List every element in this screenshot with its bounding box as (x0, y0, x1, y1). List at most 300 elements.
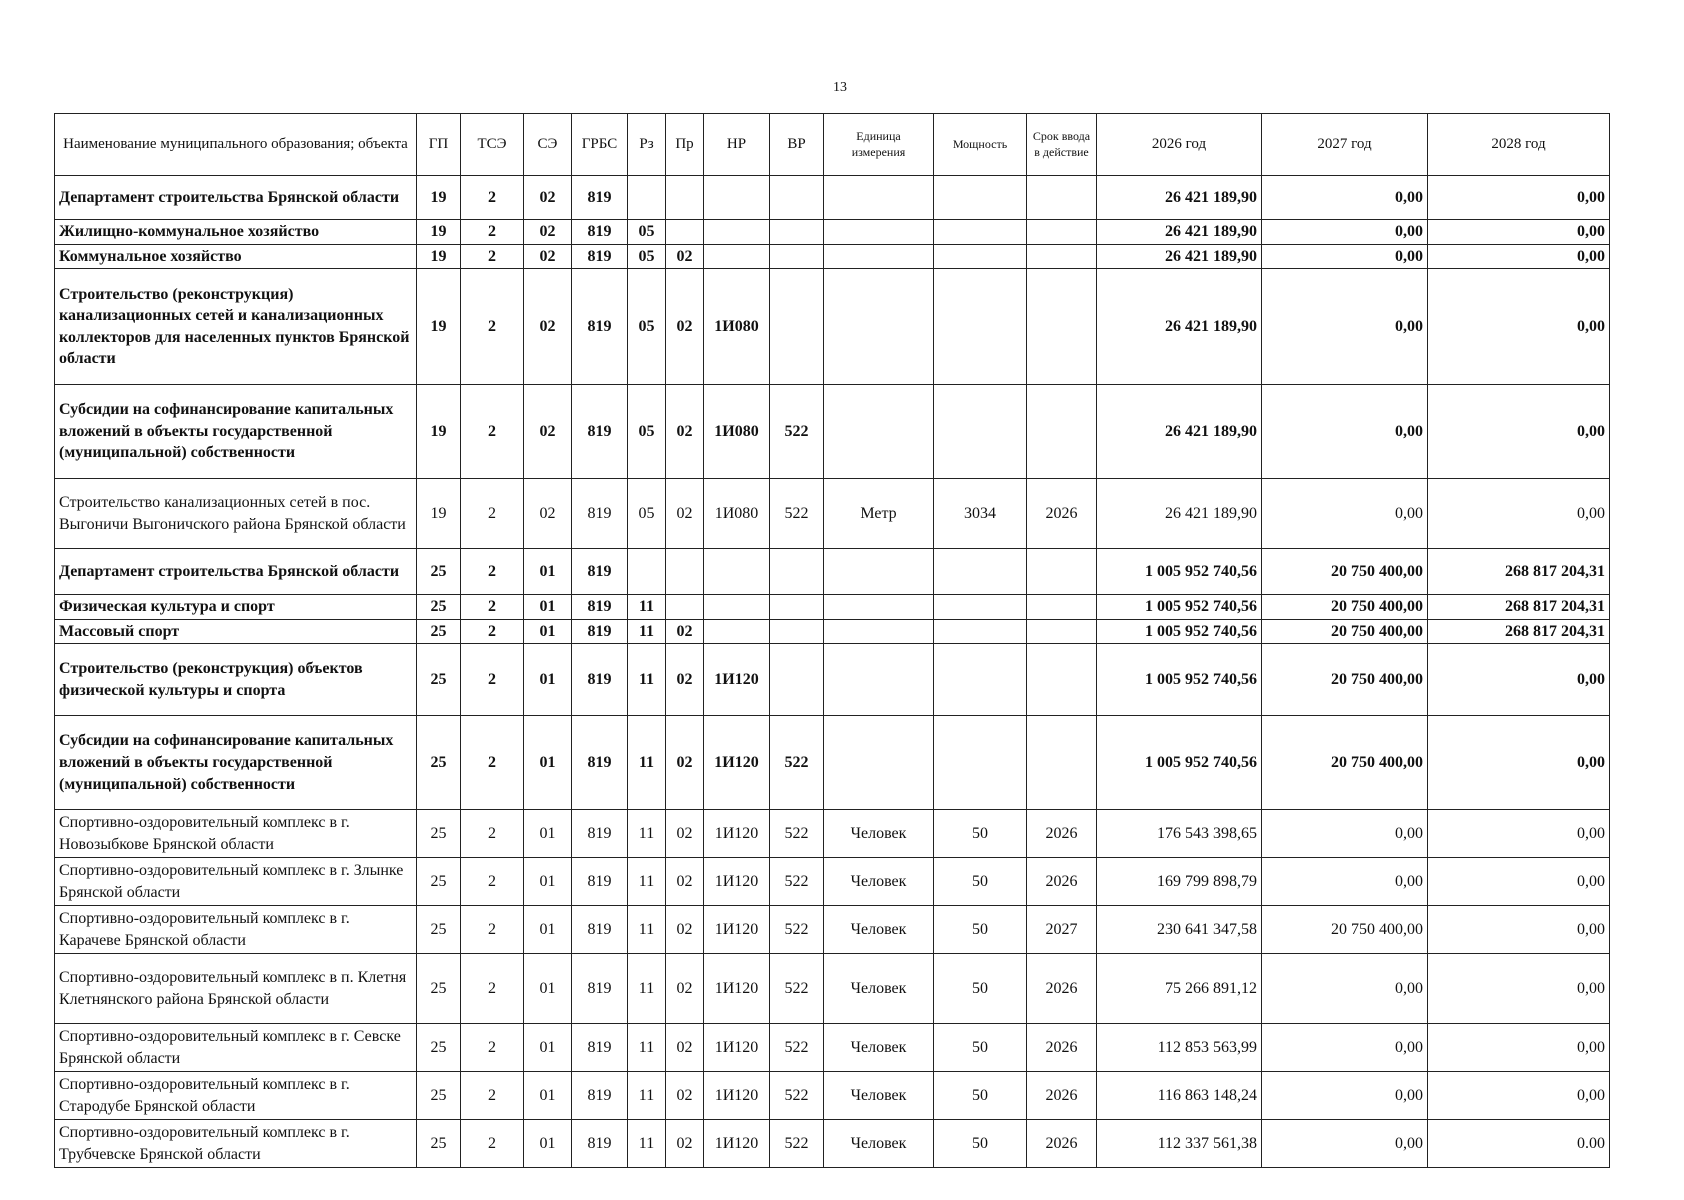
tse-cell: 2 (461, 906, 524, 954)
vr-cell (770, 549, 824, 595)
gp-cell: 19 (417, 244, 461, 269)
table-row (55, 1120, 1610, 1168)
amount-2027-cell: 0,00 (1262, 954, 1428, 1024)
gp-cell: 25 (417, 1024, 461, 1072)
capacity-cell: 50 (934, 810, 1027, 858)
pr-cell: 02 (666, 1024, 704, 1072)
grbs-cell: 819 (572, 244, 628, 269)
amount-2026-cell: 1 005 952 740,56 (1097, 644, 1262, 716)
pr-cell: 02 (666, 644, 704, 716)
unit-cell: Человек (824, 954, 934, 1024)
grbs-cell: 819 (572, 619, 628, 644)
grbs-cell: 819 (572, 176, 628, 220)
amount-2026-cell: 26 421 189,90 (1097, 385, 1262, 479)
pr-cell: 02 (666, 858, 704, 906)
commission-year-cell: 2026 (1027, 858, 1097, 906)
object-name: Строительство канализационных сетей в пос. Выгоничи Выгоничского района Брянской области (55, 479, 417, 549)
commission-year-cell (1027, 595, 1097, 620)
object-name: Спортивно-оздоровительный комплекс в г. Стародубе Брянской области (55, 1072, 417, 1120)
nr-cell (704, 595, 770, 620)
grbs-cell: 819 (572, 810, 628, 858)
se-cell: 01 (524, 858, 572, 906)
amount-2028-cell: 0,00 (1428, 858, 1610, 906)
tse-cell: 2 (461, 1072, 524, 1120)
tse-cell: 2 (461, 244, 524, 269)
object-name: Спортивно-оздоровительный комплекс в г. Карачеве Брянской области (55, 906, 417, 954)
commission-year-cell (1027, 619, 1097, 644)
pr-cell: 02 (666, 716, 704, 810)
vr-cell: 522 (770, 1072, 824, 1120)
rz-cell: 05 (628, 220, 666, 245)
grbs-cell: 819 (572, 644, 628, 716)
amount-2027-cell: 0,00 (1262, 810, 1428, 858)
amount-2026-cell: 1 005 952 740,56 (1097, 619, 1262, 644)
amount-2028-cell: 268 817 204,31 (1428, 549, 1610, 595)
column-header: СЭ (524, 114, 572, 176)
gp-cell: 25 (417, 954, 461, 1024)
amount-2028-cell: 0,00 (1428, 954, 1610, 1024)
capacity-cell: 50 (934, 906, 1027, 954)
tse-cell: 2 (461, 385, 524, 479)
capacity-cell (934, 619, 1027, 644)
object-name: Спортивно-оздоровительный комплекс в г. Трубчевске Брянской области (55, 1120, 417, 1168)
column-header: 2026 год (1097, 114, 1262, 176)
nr-cell (704, 244, 770, 269)
grbs-cell: 819 (572, 595, 628, 620)
nr-cell: 1И080 (704, 479, 770, 549)
pr-cell (666, 595, 704, 620)
tse-cell: 2 (461, 644, 524, 716)
unit-cell (824, 385, 934, 479)
capacity-cell (934, 595, 1027, 620)
nr-cell: 1И120 (704, 1120, 770, 1168)
table-row (55, 644, 1610, 716)
gp-cell: 25 (417, 549, 461, 595)
grbs-cell: 819 (572, 549, 628, 595)
amount-2027-cell: 0,00 (1262, 244, 1428, 269)
capacity-cell (934, 644, 1027, 716)
amount-2027-cell: 0,00 (1262, 176, 1428, 220)
gp-cell: 19 (417, 385, 461, 479)
capacity-cell: 50 (934, 1120, 1027, 1168)
nr-cell: 1И120 (704, 1072, 770, 1120)
gp-cell: 19 (417, 269, 461, 385)
gp-cell: 19 (417, 176, 461, 220)
se-cell: 01 (524, 1120, 572, 1168)
vr-cell: 522 (770, 954, 824, 1024)
grbs-cell: 819 (572, 1024, 628, 1072)
rz-cell (628, 176, 666, 220)
gp-cell: 25 (417, 595, 461, 620)
column-header: Мощность (934, 114, 1027, 176)
tse-cell: 2 (461, 549, 524, 595)
amount-2027-cell: 0,00 (1262, 1072, 1428, 1120)
unit-cell: Человек (824, 810, 934, 858)
nr-cell: 1И120 (704, 644, 770, 716)
tse-cell: 2 (461, 176, 524, 220)
amount-2027-cell: 0,00 (1262, 1024, 1428, 1072)
amount-2026-cell: 169 799 898,79 (1097, 858, 1262, 906)
vr-cell (770, 244, 824, 269)
amount-2027-cell: 20 750 400,00 (1262, 595, 1428, 620)
capacity-cell (934, 549, 1027, 595)
amount-2026-cell: 1 005 952 740,56 (1097, 595, 1262, 620)
rz-cell: 11 (628, 906, 666, 954)
unit-cell (824, 619, 934, 644)
vr-cell (770, 619, 824, 644)
vr-cell: 522 (770, 385, 824, 479)
amount-2027-cell: 20 750 400,00 (1262, 549, 1428, 595)
column-header: 2027 год (1262, 114, 1428, 176)
amount-2028-cell: 0,00 (1428, 1072, 1610, 1120)
se-cell: 02 (524, 479, 572, 549)
se-cell: 01 (524, 549, 572, 595)
amount-2026-cell: 26 421 189,90 (1097, 269, 1262, 385)
commission-year-cell: 2026 (1027, 810, 1097, 858)
tse-cell: 2 (461, 220, 524, 245)
pr-cell: 02 (666, 269, 704, 385)
nr-cell: 1И080 (704, 385, 770, 479)
table-header-row (55, 114, 1610, 176)
vr-cell (770, 644, 824, 716)
amount-2028-cell: 0,00 (1428, 220, 1610, 245)
gp-cell: 25 (417, 716, 461, 810)
nr-cell: 1И080 (704, 269, 770, 385)
nr-cell (704, 619, 770, 644)
capacity-cell (934, 244, 1027, 269)
grbs-cell: 819 (572, 716, 628, 810)
tse-cell: 2 (461, 1024, 524, 1072)
se-cell: 02 (524, 269, 572, 385)
amount-2026-cell: 26 421 189,90 (1097, 244, 1262, 269)
table-row (55, 1024, 1610, 1072)
pr-cell: 02 (666, 906, 704, 954)
amount-2028-cell: 268 817 204,31 (1428, 595, 1610, 620)
se-cell: 02 (524, 176, 572, 220)
amount-2028-cell: 0,00 (1428, 810, 1610, 858)
tse-cell: 2 (461, 479, 524, 549)
se-cell: 01 (524, 1072, 572, 1120)
tse-cell: 2 (461, 716, 524, 810)
nr-cell: 1И120 (704, 716, 770, 810)
rz-cell: 11 (628, 810, 666, 858)
capacity-cell (934, 385, 1027, 479)
gp-cell: 25 (417, 619, 461, 644)
object-name: Физическая культура и спорт (55, 595, 417, 620)
column-header: НР (704, 114, 770, 176)
se-cell: 01 (524, 906, 572, 954)
amount-2027-cell: 0,00 (1262, 220, 1428, 245)
pr-cell (666, 549, 704, 595)
capacity-cell: 50 (934, 1024, 1027, 1072)
pr-cell: 02 (666, 810, 704, 858)
table-row (55, 810, 1610, 858)
grbs-cell: 819 (572, 220, 628, 245)
pr-cell: 02 (666, 619, 704, 644)
commission-year-cell: 2026 (1027, 1024, 1097, 1072)
unit-cell (824, 176, 934, 220)
commission-year-cell (1027, 269, 1097, 385)
nr-cell: 1И120 (704, 954, 770, 1024)
capacity-cell: 50 (934, 1072, 1027, 1120)
se-cell: 01 (524, 644, 572, 716)
object-name: Спортивно-оздоровительный комплекс в г. Новозыбкове Брянской области (55, 810, 417, 858)
unit-cell (824, 269, 934, 385)
commission-year-cell: 2026 (1027, 479, 1097, 549)
grbs-cell: 819 (572, 385, 628, 479)
se-cell: 01 (524, 1024, 572, 1072)
amount-2026-cell: 26 421 189,90 (1097, 479, 1262, 549)
column-header: ГРБС (572, 114, 628, 176)
amount-2026-cell: 1 005 952 740,56 (1097, 716, 1262, 810)
unit-cell (824, 644, 934, 716)
commission-year-cell (1027, 244, 1097, 269)
commission-year-cell: 2027 (1027, 906, 1097, 954)
amount-2026-cell: 1 005 952 740,56 (1097, 549, 1262, 595)
table-row (55, 244, 1610, 269)
rz-cell: 11 (628, 644, 666, 716)
nr-cell (704, 176, 770, 220)
column-header: Единица измерения (824, 114, 934, 176)
table-row (55, 385, 1610, 479)
rz-cell: 11 (628, 1120, 666, 1168)
table-row (55, 906, 1610, 954)
gp-cell: 25 (417, 906, 461, 954)
amount-2028-cell: 0.00 (1428, 1120, 1610, 1168)
rz-cell: 11 (628, 716, 666, 810)
vr-cell (770, 269, 824, 385)
tse-cell: 2 (461, 858, 524, 906)
capacity-cell: 50 (934, 858, 1027, 906)
commission-year-cell: 2026 (1027, 954, 1097, 1024)
amount-2028-cell: 0,00 (1428, 1024, 1610, 1072)
se-cell: 01 (524, 810, 572, 858)
gp-cell: 25 (417, 644, 461, 716)
vr-cell: 522 (770, 810, 824, 858)
amount-2028-cell: 0,00 (1428, 906, 1610, 954)
commission-year-cell (1027, 176, 1097, 220)
pr-cell: 02 (666, 1120, 704, 1168)
nr-cell (704, 220, 770, 245)
tse-cell: 2 (461, 269, 524, 385)
table-row (55, 269, 1610, 385)
tse-cell: 2 (461, 1120, 524, 1168)
unit-cell (824, 220, 934, 245)
amount-2027-cell: 0,00 (1262, 1120, 1428, 1168)
capacity-cell: 50 (934, 954, 1027, 1024)
amount-2026-cell: 26 421 189,90 (1097, 176, 1262, 220)
amount-2027-cell: 20 750 400,00 (1262, 716, 1428, 810)
se-cell: 01 (524, 716, 572, 810)
rz-cell: 05 (628, 244, 666, 269)
amount-2026-cell: 112 337 561,38 (1097, 1120, 1262, 1168)
amount-2027-cell: 20 750 400,00 (1262, 906, 1428, 954)
vr-cell (770, 176, 824, 220)
rz-cell (628, 549, 666, 595)
column-header: Наименование муниципального образования; объекта (55, 114, 417, 176)
table-row (55, 176, 1610, 220)
table-row (55, 1072, 1610, 1120)
vr-cell: 522 (770, 1120, 824, 1168)
object-name: Массовый спорт (55, 619, 417, 644)
capacity-cell (934, 716, 1027, 810)
rz-cell: 11 (628, 858, 666, 906)
amount-2026-cell: 26 421 189,90 (1097, 220, 1262, 245)
amount-2028-cell: 0,00 (1428, 269, 1610, 385)
table-row (55, 858, 1610, 906)
nr-cell: 1И120 (704, 1024, 770, 1072)
object-name: Строительство (реконструкция) канализационных сетей и канализационных коллекторов для населенных пунктов Брянской области (55, 269, 417, 385)
nr-cell (704, 549, 770, 595)
gp-cell: 19 (417, 220, 461, 245)
grbs-cell: 819 (572, 858, 628, 906)
pr-cell: 02 (666, 1072, 704, 1120)
grbs-cell: 819 (572, 954, 628, 1024)
amount-2026-cell: 230 641 347,58 (1097, 906, 1262, 954)
vr-cell: 522 (770, 479, 824, 549)
commission-year-cell (1027, 716, 1097, 810)
amount-2026-cell: 176 543 398,65 (1097, 810, 1262, 858)
grbs-cell: 819 (572, 269, 628, 385)
amount-2027-cell: 20 750 400,00 (1262, 619, 1428, 644)
unit-cell (824, 244, 934, 269)
capacity-cell (934, 220, 1027, 245)
page-number: 13 (833, 80, 847, 95)
table-row (55, 954, 1610, 1024)
rz-cell: 05 (628, 385, 666, 479)
commission-year-cell (1027, 220, 1097, 245)
object-name: Департамент строительства Брянской области (55, 549, 417, 595)
unit-cell (824, 549, 934, 595)
nr-cell: 1И120 (704, 810, 770, 858)
unit-cell: Человек (824, 1024, 934, 1072)
nr-cell: 1И120 (704, 906, 770, 954)
pr-cell: 02 (666, 385, 704, 479)
gp-cell: 25 (417, 810, 461, 858)
amount-2027-cell: 0,00 (1262, 269, 1428, 385)
object-name: Департамент строительства Брянской области (55, 176, 417, 220)
commission-year-cell (1027, 385, 1097, 479)
nr-cell: 1И120 (704, 858, 770, 906)
rz-cell: 11 (628, 1024, 666, 1072)
amount-2028-cell: 268 817 204,31 (1428, 619, 1610, 644)
table-row (55, 595, 1610, 620)
tse-cell: 2 (461, 954, 524, 1024)
rz-cell: 05 (628, 269, 666, 385)
rz-cell: 11 (628, 954, 666, 1024)
vr-cell (770, 595, 824, 620)
capacity-cell (934, 269, 1027, 385)
table-row (55, 619, 1610, 644)
commission-year-cell (1027, 644, 1097, 716)
grbs-cell: 819 (572, 906, 628, 954)
table-body (55, 176, 1610, 1168)
column-header: Срок ввода в действие (1027, 114, 1097, 176)
object-name: Спортивно-оздоровительный комплекс в г. Злынке Брянской области (55, 858, 417, 906)
pr-cell: 02 (666, 479, 704, 549)
gp-cell: 19 (417, 479, 461, 549)
gp-cell: 25 (417, 1072, 461, 1120)
se-cell: 01 (524, 619, 572, 644)
column-header: 2028 год (1428, 114, 1610, 176)
amount-2027-cell: 0,00 (1262, 479, 1428, 549)
rz-cell: 11 (628, 1072, 666, 1120)
column-header: ТСЭ (461, 114, 524, 176)
capacity-cell: 3034 (934, 479, 1027, 549)
amount-2027-cell: 0,00 (1262, 858, 1428, 906)
unit-cell: Человек (824, 858, 934, 906)
object-name: Субсидии на софинансирование капитальных вложений в объекты государственной (муниципальной) собственности (55, 716, 417, 810)
rz-cell: 11 (628, 619, 666, 644)
object-name: Спортивно-оздоровительный комплекс в г. Севске Брянской области (55, 1024, 417, 1072)
column-header: ГП (417, 114, 461, 176)
se-cell: 02 (524, 385, 572, 479)
table-row (55, 716, 1610, 810)
tse-cell: 2 (461, 810, 524, 858)
amount-2028-cell: 0,00 (1428, 385, 1610, 479)
table-row (55, 220, 1610, 245)
column-header: Рз (628, 114, 666, 176)
amount-2027-cell: 0,00 (1262, 385, 1428, 479)
pr-cell (666, 220, 704, 245)
pr-cell: 02 (666, 244, 704, 269)
commission-year-cell: 2026 (1027, 1072, 1097, 1120)
grbs-cell: 819 (572, 479, 628, 549)
grbs-cell: 819 (572, 1072, 628, 1120)
gp-cell: 25 (417, 858, 461, 906)
object-name: Субсидии на софинансирование капитальных вложений в объекты государственной (муниципальной) собственности (55, 385, 417, 479)
amount-2028-cell: 0,00 (1428, 479, 1610, 549)
unit-cell: Человек (824, 1120, 934, 1168)
object-name: Спортивно-оздоровительный комплекс в п. Клетня Клетнянского района Брянской области (55, 954, 417, 1024)
commission-year-cell (1027, 549, 1097, 595)
unit-cell: Метр (824, 479, 934, 549)
pr-cell: 02 (666, 954, 704, 1024)
tse-cell: 2 (461, 619, 524, 644)
vr-cell: 522 (770, 906, 824, 954)
unit-cell: Человек (824, 906, 934, 954)
amount-2028-cell: 0,00 (1428, 716, 1610, 810)
budget-table (54, 113, 1610, 1168)
vr-cell: 522 (770, 858, 824, 906)
amount-2026-cell: 116 863 148,24 (1097, 1072, 1262, 1120)
vr-cell: 522 (770, 716, 824, 810)
capacity-cell (934, 176, 1027, 220)
commission-year-cell: 2026 (1027, 1120, 1097, 1168)
gp-cell: 25 (417, 1120, 461, 1168)
amount-2028-cell: 0,00 (1428, 244, 1610, 269)
amount-2028-cell: 0,00 (1428, 644, 1610, 716)
vr-cell (770, 220, 824, 245)
amount-2027-cell: 20 750 400,00 (1262, 644, 1428, 716)
amount-2026-cell: 75 266 891,12 (1097, 954, 1262, 1024)
object-name: Коммунальное хозяйство (55, 244, 417, 269)
se-cell: 02 (524, 244, 572, 269)
pr-cell (666, 176, 704, 220)
tse-cell: 2 (461, 595, 524, 620)
object-name: Строительство (реконструкция) объектов физической культуры и спорта (55, 644, 417, 716)
unit-cell (824, 595, 934, 620)
grbs-cell: 819 (572, 1120, 628, 1168)
amount-2028-cell: 0,00 (1428, 176, 1610, 220)
unit-cell (824, 716, 934, 810)
vr-cell: 522 (770, 1024, 824, 1072)
se-cell: 01 (524, 595, 572, 620)
rz-cell: 05 (628, 479, 666, 549)
unit-cell: Человек (824, 1072, 934, 1120)
table-row (55, 479, 1610, 549)
object-name: Жилищно-коммунальное хозяйство (55, 220, 417, 245)
